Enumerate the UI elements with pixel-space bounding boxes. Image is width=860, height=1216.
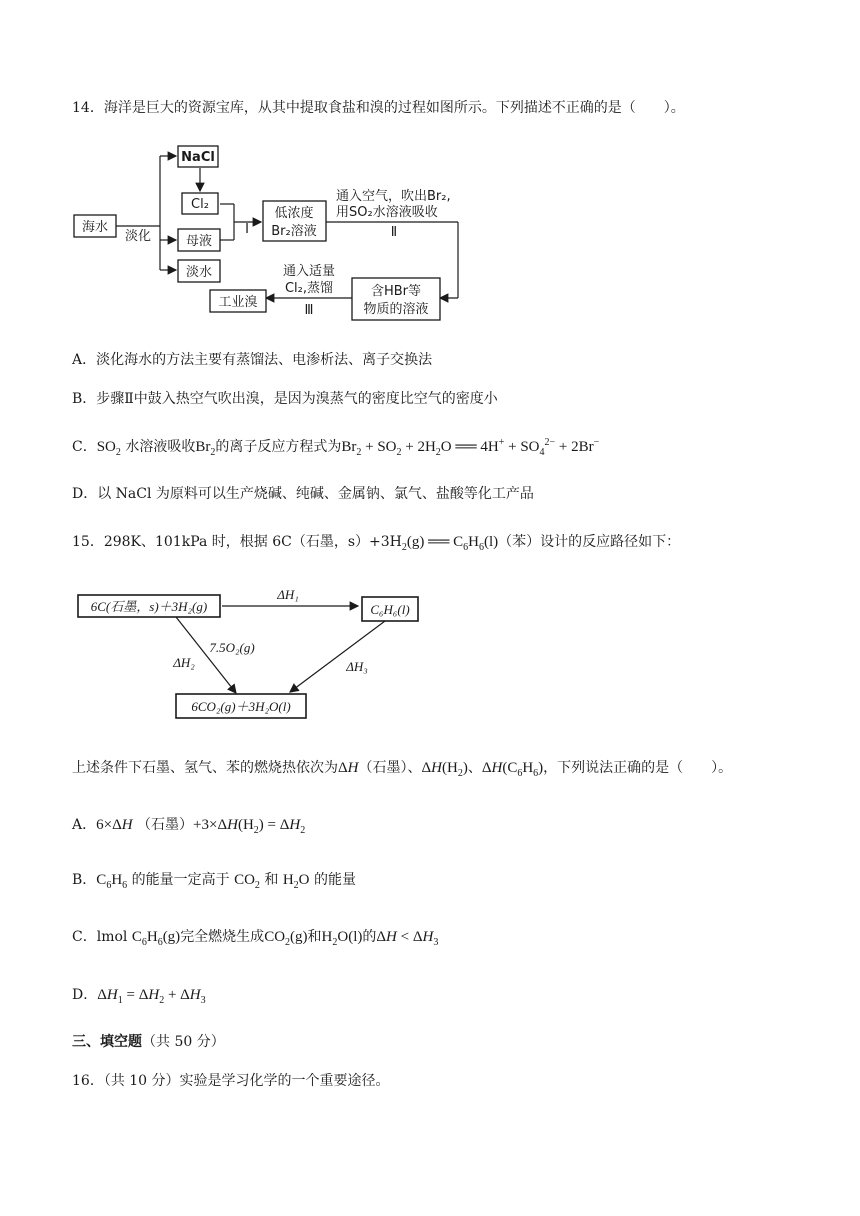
step-2-note-2: 用SO₂水溶液吸收 [336, 205, 438, 220]
step-3-note-1: 通入适量 [282, 264, 336, 279]
q14-stem: 14．海洋是巨大的资源宝库，从其中提取食盐和溴的过程如图所示。下列描述不正确的是（ ）。 [72, 100, 685, 116]
q14-option-c: C．$SO_2$ 水溶液吸收$Br_2$的离子反应方程式为$Br_2 + SO_2 + 2H_2O$ ══ $4H^+ + SO_4^{2-} + 2Br^-$ [72, 437, 600, 458]
svg-text:工业溴: 工业溴 [218, 295, 258, 310]
svg-text:NaCl: NaCl [181, 150, 215, 165]
step-1-label: Ⅰ [245, 222, 249, 237]
q15-option-b: B．$C_6H_6$ 的能量一定高于 $CO_2$ 和 $H_2O$ 的能量 [72, 872, 356, 891]
svg-text:Cl₂: Cl₂ [191, 197, 209, 212]
svg-text:低浓度: 低浓度 [274, 206, 314, 221]
svg-text:Br₂溶液: Br₂溶液 [271, 224, 317, 239]
products-box [176, 694, 306, 718]
svg-text:淡水: 淡水 [185, 265, 213, 280]
svg-text:海水: 海水 [81, 220, 109, 235]
q15-combustion-line: 上述条件下石墨、氢气、苯的燃烧热依次为ΔH（石墨）、$\Delta H(H_2)$、$\Delta H(C_6H_6)$，下列说法正确的是（ ）。 [72, 760, 733, 779]
delta-h1-label: ΔH₁ [277, 587, 299, 602]
q15-option-d: D．$\Delta H_1 = \Delta H_2 + \Delta H_3$ [72, 987, 206, 1006]
q14-option-a: A．淡化海水的方法主要有蒸馏法、电渗析法、离子交换法 [72, 352, 433, 368]
svg-text:含HBr等: 含HBr等 [370, 284, 422, 299]
q14-option-b: B．步骤Ⅱ中鼓入热空气吹出溴，是因为溴蒸气的密度比空气的密度小 [72, 391, 498, 407]
q14-option-d: D．以 NaCl 为原料可以生产烧碱、纯碱、金属钠、氯气、盐酸等化工产品 [72, 486, 534, 502]
svg-text:6C(石墨，s)＋3H₂(g): 6C(石墨，s)＋3H₂(g) [90, 599, 208, 614]
graphite-hydrogen-box [78, 595, 220, 617]
q15-option-a: A．6×ΔH （石墨）$+3\times\Delta H(H_2) = \Delta H_2$ [72, 817, 306, 836]
step-2-label: Ⅱ [390, 225, 398, 240]
q15-stem: 15．298K、101kPa 时，根据 6C（石墨，$s)+3H_2(g)$ ══ $C_6H_6(l)$（苯）设计的反应路径如下： [72, 534, 681, 553]
svg-text:C₆H₆(l): C₆H₆(l) [370, 602, 410, 617]
delta-h2-label: ΔH₂ [173, 655, 195, 670]
svg-text:物质的溶液: 物质的溶液 [363, 302, 429, 317]
svg-text:母液: 母液 [185, 234, 213, 249]
oxygen-label: 7.5O₂(g) [209, 640, 255, 655]
benzene-box [362, 597, 418, 621]
q16-stem: 16．（共 10 分）实验是学习化学的一个重要途径。 [72, 1073, 390, 1089]
step-2-note-1: 通入空气，吹出Br₂, [336, 189, 451, 204]
desalination-label: 淡化 [124, 229, 152, 244]
svg-text:6CO₂(g)＋3H₂O(l): 6CO₂(g)＋3H₂O(l) [191, 699, 291, 714]
section-3-heading: 三、填空题（共 50 分） [72, 1034, 225, 1050]
step-3-note-2: Cl₂,蒸馏 [284, 281, 334, 296]
step-3-label: Ⅲ [304, 303, 314, 318]
q15-option-c: C．lmol $C_6H_6(g)$完全燃烧生成$CO_2(g)$和$H_2O(l)$的$\Delta H < \Delta H_3$ [72, 929, 439, 948]
delta-h3-label: ΔH₃ [346, 659, 368, 674]
